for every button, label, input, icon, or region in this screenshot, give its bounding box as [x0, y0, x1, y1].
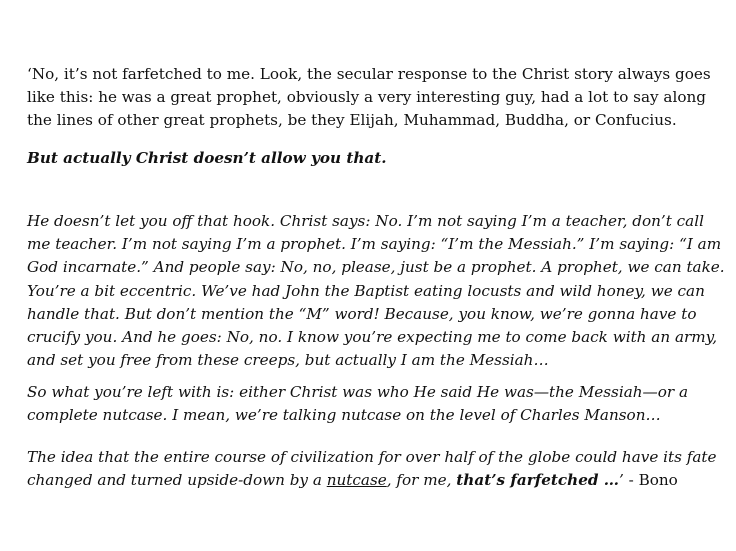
- paragraph-messiah: He doesn’t let you off that hook. Christ says: No. I’m not saying I’m a teacher, don’t call me teacher. I’m not saying I’m a prophet. I’m saying: “I’m the Messiah.” I’m saying: “I am God incarnate.” And people say: No, no, please, just be a prophet. A prophet, we can take. You’re a bit eccentric. We’ve had John the Baptist eating locusts and wild honey, we can handle that. But don’t mention the “M” word! Because, you know, we’re gonna have to crucify you. And he goes: No, no. I know you’re expecting me to come back with an army, and set you free from these creeps, but actually I am the Messiah…: [27, 212, 725, 370]
- attribution: - Bono: [623, 471, 678, 490]
- closing-quote-mark: ’: [618, 471, 624, 490]
- paragraph-nutcase: So what you’re left with is: either Christ was who He said He was—the Messiah—or a complete nutcase. I mean, we’re talking nutcase on the level of Charles Manson…: [27, 383, 688, 425]
- paragraph-closing: [27, 446, 727, 492]
- paragraph-opening: ‘No, it’s not farfetched to me. Look, the secular response to the Christ story always goes like this: he was a great prophet, obviously a very interesting guy, had a lot to say along the lines of other great prophets, be they Elijah, Muhammad, Buddha, or Confucius.: [27, 65, 711, 130]
- bold-phrase: that’s farfetched …: [456, 471, 619, 490]
- closing-text: The idea that the entire course of civilization for over half of the globe could have its fate changed and turned upside-down by a: [27, 448, 717, 490]
- underlined-word: nutcase: [326, 471, 387, 490]
- closing-middle: , for me,: [386, 471, 457, 490]
- paragraph-emphasis: But actually Christ doesn’t allow you that.: [27, 149, 387, 167]
